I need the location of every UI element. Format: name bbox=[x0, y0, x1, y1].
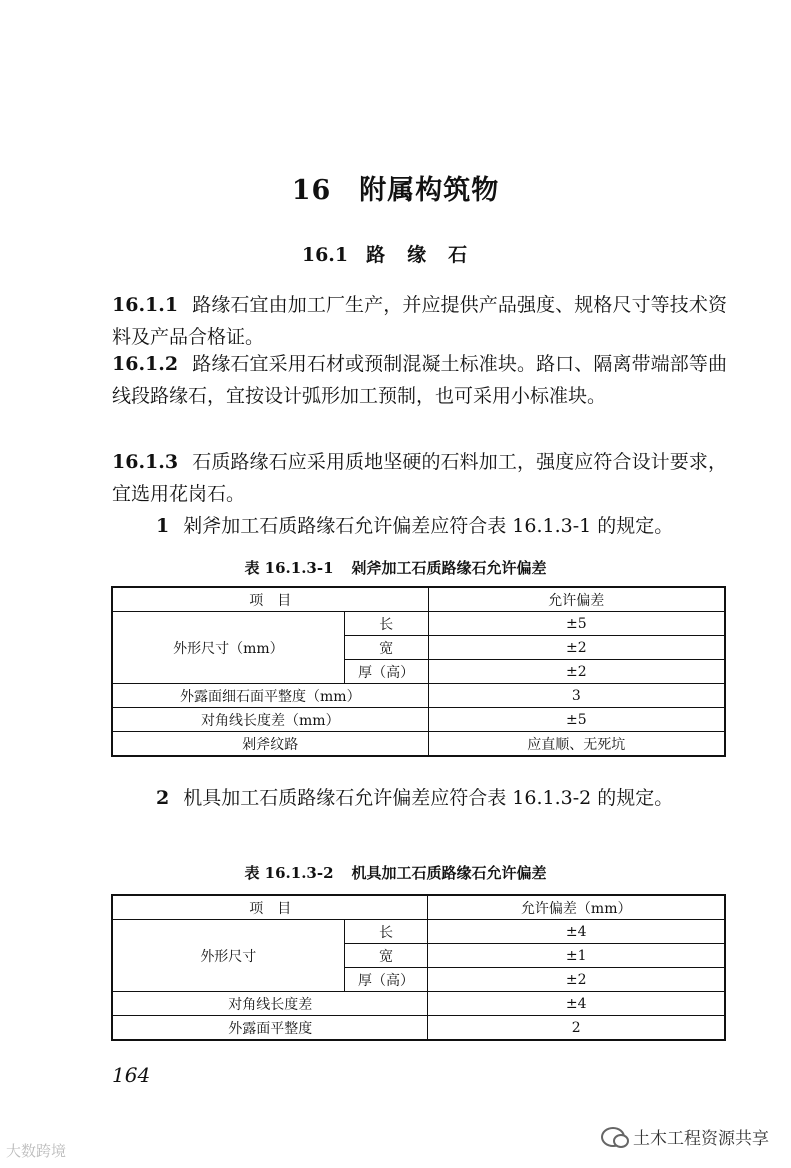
cell-value: ±2 bbox=[428, 660, 725, 684]
item-text: 剁斧加工石质路缘石允许偏差应符合表 16.1.3-1 的规定。 bbox=[183, 515, 674, 537]
sub-label: 长 bbox=[344, 920, 428, 944]
row-label: 剁斧纹路 bbox=[112, 732, 428, 757]
table2 bbox=[111, 894, 726, 1041]
table-row bbox=[112, 992, 725, 1016]
sub-label: 厚（高） bbox=[344, 660, 428, 684]
section-number: 16.1 bbox=[301, 244, 349, 266]
table-row bbox=[112, 920, 725, 944]
table1-caption bbox=[0, 557, 791, 578]
table2-caption-title: 机具加工石质路缘石允许偏差 bbox=[351, 864, 547, 882]
sub-label: 厚（高） bbox=[344, 968, 428, 992]
item-text: 机具加工石质路缘石允许偏差应符合表 16.1.3-2 的规定。 bbox=[183, 787, 674, 809]
table-row bbox=[112, 708, 725, 732]
clause-16-1-3 bbox=[112, 446, 727, 510]
item-number: 2 bbox=[156, 787, 170, 809]
row-label: 对角线长度差（mm） bbox=[112, 708, 428, 732]
clause-text: 路缘石宜采用石材或预制混凝土标准块。路口、隔离带端部等曲线段路缘石，宜按设计弧形加工预制，也可采用小标准块。 bbox=[112, 353, 727, 407]
row-label: 对角线长度差 bbox=[112, 992, 428, 1016]
cell-value: ±4 bbox=[428, 920, 725, 944]
row-label: 外露面平整度 bbox=[112, 1016, 428, 1041]
clause-text: 路缘石宜由加工厂生产，并应提供产品强度、规格尺寸等技术资料及产品合格证。 bbox=[112, 294, 727, 348]
item-2 bbox=[112, 782, 727, 814]
group-label: 外形尺寸（mm） bbox=[112, 612, 344, 684]
cell-value: ±5 bbox=[428, 612, 725, 636]
cell-value: ±2 bbox=[428, 968, 725, 992]
cell-value: 3 bbox=[428, 684, 725, 708]
clause-text: 石质路缘石应采用质地坚硬的石料加工，强度应符合设计要求，宜选用花岗石。 bbox=[112, 451, 727, 505]
section-title: 路缘石 bbox=[366, 244, 490, 266]
cell-value: 应直顺、无死坑 bbox=[428, 732, 725, 757]
cell-value: ±4 bbox=[428, 992, 725, 1016]
header-item: 项 目 bbox=[112, 587, 428, 612]
chapter-title: 附属构筑物 bbox=[359, 175, 500, 206]
cell-value: ±1 bbox=[428, 944, 725, 968]
table2-caption-number: 表 16.1.3-2 bbox=[244, 864, 334, 882]
watermark-left: 大数跨境 bbox=[6, 1143, 67, 1160]
clause-number: 16.1.1 bbox=[112, 294, 179, 316]
table-row bbox=[112, 612, 725, 636]
table-row bbox=[112, 684, 725, 708]
sub-label: 宽 bbox=[344, 636, 428, 660]
table-row bbox=[112, 1016, 725, 1041]
header-value: 允许偏差（mm） bbox=[428, 895, 725, 920]
table2-caption bbox=[0, 862, 791, 883]
clause-number: 16.1.2 bbox=[112, 353, 179, 375]
clause-16-1-1 bbox=[112, 289, 727, 353]
header-value: 允许偏差 bbox=[428, 587, 725, 612]
clause-16-1-2 bbox=[112, 348, 727, 412]
chapter-heading bbox=[0, 168, 791, 207]
table-header-row bbox=[112, 895, 725, 920]
cell-value: 2 bbox=[428, 1016, 725, 1041]
section-heading bbox=[0, 240, 791, 267]
header-item: 项 目 bbox=[112, 895, 428, 920]
wechat-icon bbox=[601, 1127, 625, 1147]
chapter-number: 16 bbox=[291, 175, 332, 206]
cell-value: ±5 bbox=[428, 708, 725, 732]
sub-label: 宽 bbox=[344, 944, 428, 968]
table1-caption-title: 剁斧加工石质路缘石允许偏差 bbox=[351, 559, 547, 577]
watermark-right-text: 土木工程资源共享 bbox=[633, 1129, 769, 1148]
item-number: 1 bbox=[156, 515, 170, 537]
table1 bbox=[111, 586, 726, 757]
table-row bbox=[112, 732, 725, 757]
table-header-row bbox=[112, 587, 725, 612]
clause-number: 16.1.3 bbox=[112, 451, 179, 473]
cell-value: ±2 bbox=[428, 636, 725, 660]
sub-label: 长 bbox=[344, 612, 428, 636]
row-label: 外露面细石面平整度（mm） bbox=[112, 684, 428, 708]
group-label: 外形尺寸 bbox=[112, 920, 344, 992]
table1-caption-number: 表 16.1.3-1 bbox=[244, 559, 334, 577]
item-1 bbox=[112, 510, 727, 542]
page-number: 164 bbox=[112, 1063, 151, 1087]
watermark-right bbox=[601, 1124, 769, 1149]
